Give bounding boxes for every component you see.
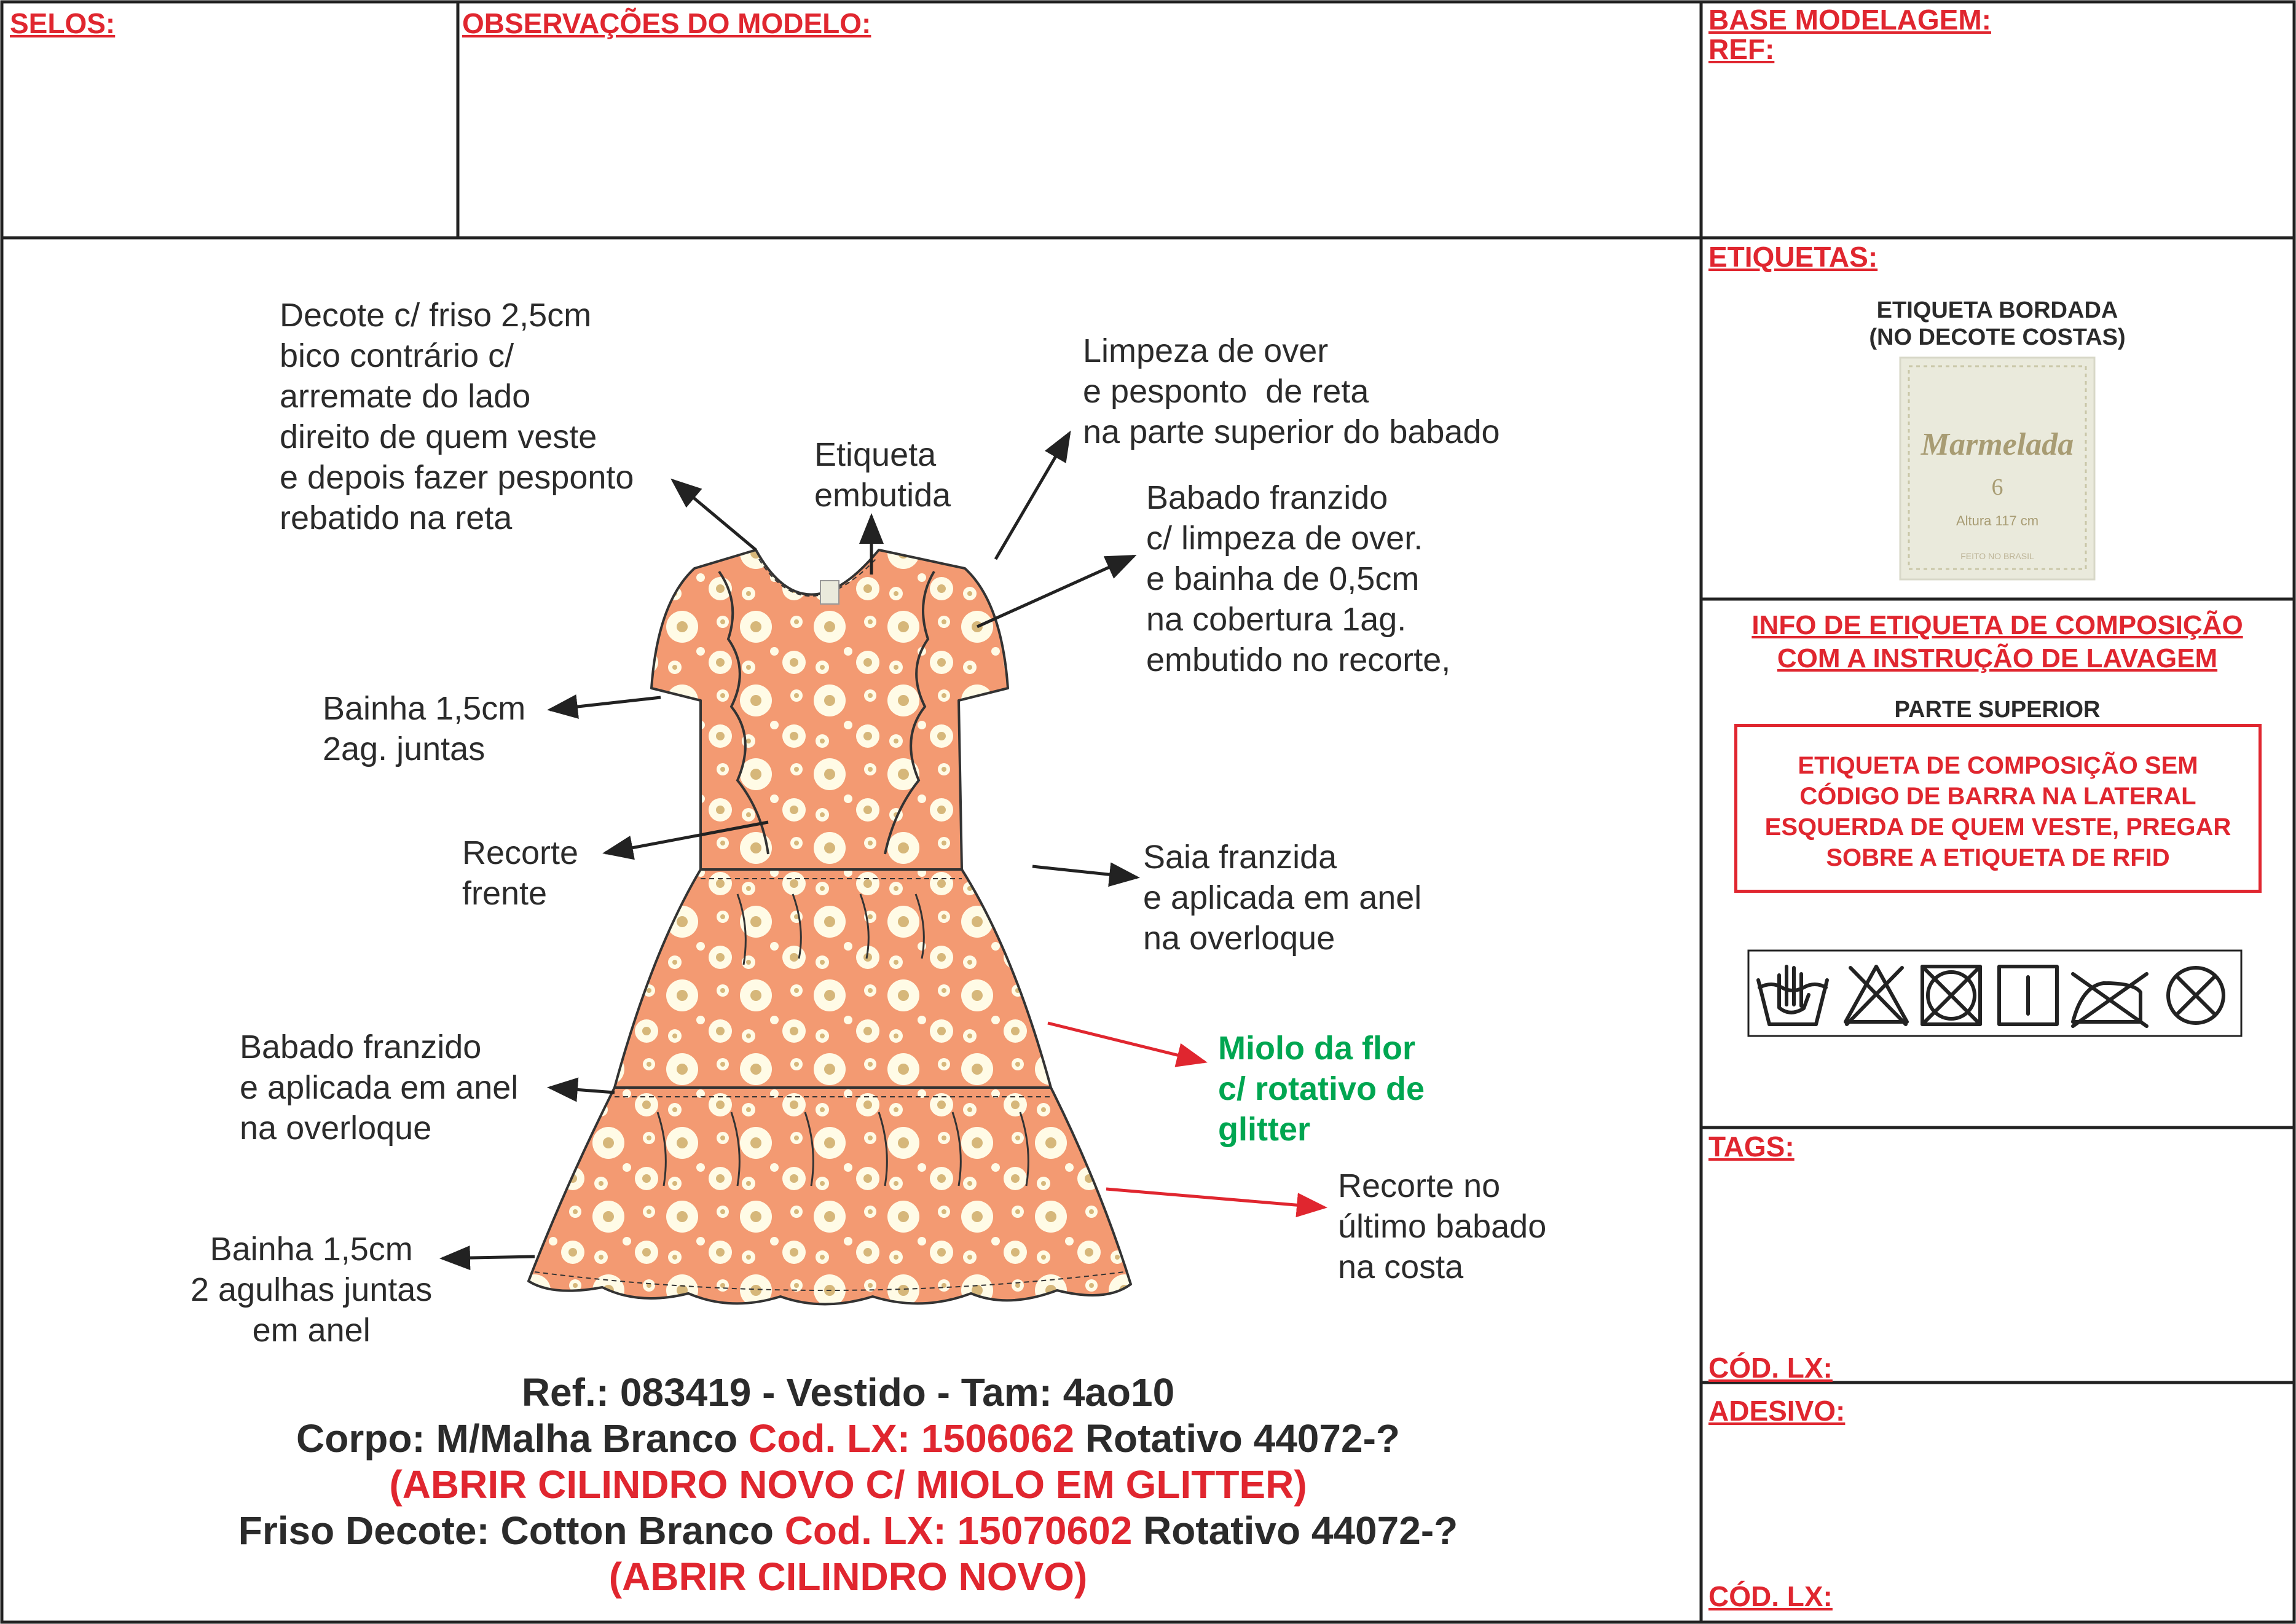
caption-abrir-cilindro-glitter: (ABRIR CILINDRO NOVO C/ MIOLO EM GLITTER)	[389, 1462, 1307, 1507]
composicao-line-2: CÓDIGO DE BARRA NA LATERAL	[1799, 783, 2196, 810]
parte-superior-label: PARTE SUPERIOR	[1894, 697, 2101, 723]
label-brand-text: Marmelada	[1921, 427, 2074, 462]
annotation-recorte-costa: Recorte no último babado na costa	[1338, 1167, 1547, 1285]
annotation-babado-inferior: Babado franzido e aplicada em anel na overloque	[240, 1029, 519, 1147]
caption-friso	[0, 1507, 1696, 1554]
caption-friso-text: Friso Decote: Cotton Branco	[238, 1508, 785, 1553]
info-title-line2: COM A INSTRUÇÃO DE LAVAGEM	[1777, 643, 2218, 673]
cod-lx-tags: CÓD. LX:	[1708, 1352, 1833, 1384]
etiqueta-bordada-line2: (NO DECOTE COSTAS)	[1869, 324, 2126, 350]
label-made-text: FEITO NO BRASIL	[1960, 551, 2034, 561]
annotation-saia: Saia franzida e aplicada em anel na overloque	[1143, 839, 1422, 957]
caption-corpo-rotativo: Rotativo 44072-?	[1074, 1416, 1400, 1461]
adesivo-title: ADESIVO:	[1708, 1395, 1846, 1427]
base-modelagem-title: BASE MODELAGEM:	[1708, 4, 1991, 36]
label-size-text: 6	[1991, 474, 2003, 500]
etiquetas-title: ETIQUETAS:	[1708, 241, 1878, 273]
caption-ref: Ref.: 083419 - Vestido - Tam: 4ao10	[521, 1370, 1175, 1414]
annotation-etiqueta: Etiqueta embutida	[814, 436, 951, 514]
caption-corpo	[0, 1415, 1696, 1462]
annotation-decote: Decote c/ friso 2,5cm bico contrário c/ arremate do lado direito de quem veste e depois fazer pesponto rebatido na reta	[280, 297, 634, 536]
selos-title: SELOS:	[10, 7, 116, 39]
care-symbols	[1747, 949, 2243, 1037]
tags-title: TAGS:	[1708, 1131, 1795, 1163]
annotation-miolo-flor: Miolo da flor c/ rotativo de glitter	[1218, 1030, 1425, 1148]
caption-abrir-cilindro-novo: (ABRIR CILINDRO NOVO)	[608, 1555, 1088, 1599]
ref-title: REF:	[1708, 33, 1775, 65]
annotation-bainha-barra: Bainha 1,5cm 2 agulhas juntas em anel	[191, 1231, 433, 1349]
info-title-line1: INFO DE ETIQUETA DE COMPOSIÇÃO	[1751, 610, 2243, 640]
annotation-bainha-manga: Bainha 1,5cm 2ag. juntas	[323, 690, 526, 767]
caption-corpo-cod: Cod. LX: 1506062	[749, 1416, 1075, 1461]
composicao-line-1: ETIQUETA DE COMPOSIÇÃO SEM	[1798, 752, 2198, 779]
annotation-babado-superior: Babado franzido c/ limpeza de over. e bainha de 0,5cm na cobertura 1ag. embutido no recorte,	[1146, 479, 1451, 678]
caption-friso-cod: Cod. LX: 15070602	[784, 1508, 1133, 1553]
composicao-line-4: SOBRE A ETIQUETA DE RFID	[1826, 844, 2170, 871]
annotation-recorte-frente: Recorte frente	[462, 834, 579, 912]
composicao-box	[1734, 724, 2262, 893]
composicao-line-3: ESQUERDA DE QUEM VESTE, PREGAR	[1764, 814, 2231, 841]
observacoes-title: OBSERVAÇÕES DO MODELO:	[462, 7, 871, 39]
label-height-text: Altura 117 cm	[1956, 513, 2039, 528]
caption-corpo-text: Corpo: M/Malha Branco	[296, 1416, 749, 1461]
annotation-limpeza: Limpeza de over e pesponto de reta na parte superior do babado	[1083, 332, 1500, 450]
caption-friso-rotativo: Rotativo 44072-?	[1132, 1508, 1458, 1553]
etiqueta-bordada-line1: ETIQUETA BORDADA	[1876, 297, 2118, 323]
embroidered-label-image	[1899, 356, 2096, 581]
cod-lx-adesivo: CÓD. LX:	[1708, 1580, 1833, 1612]
